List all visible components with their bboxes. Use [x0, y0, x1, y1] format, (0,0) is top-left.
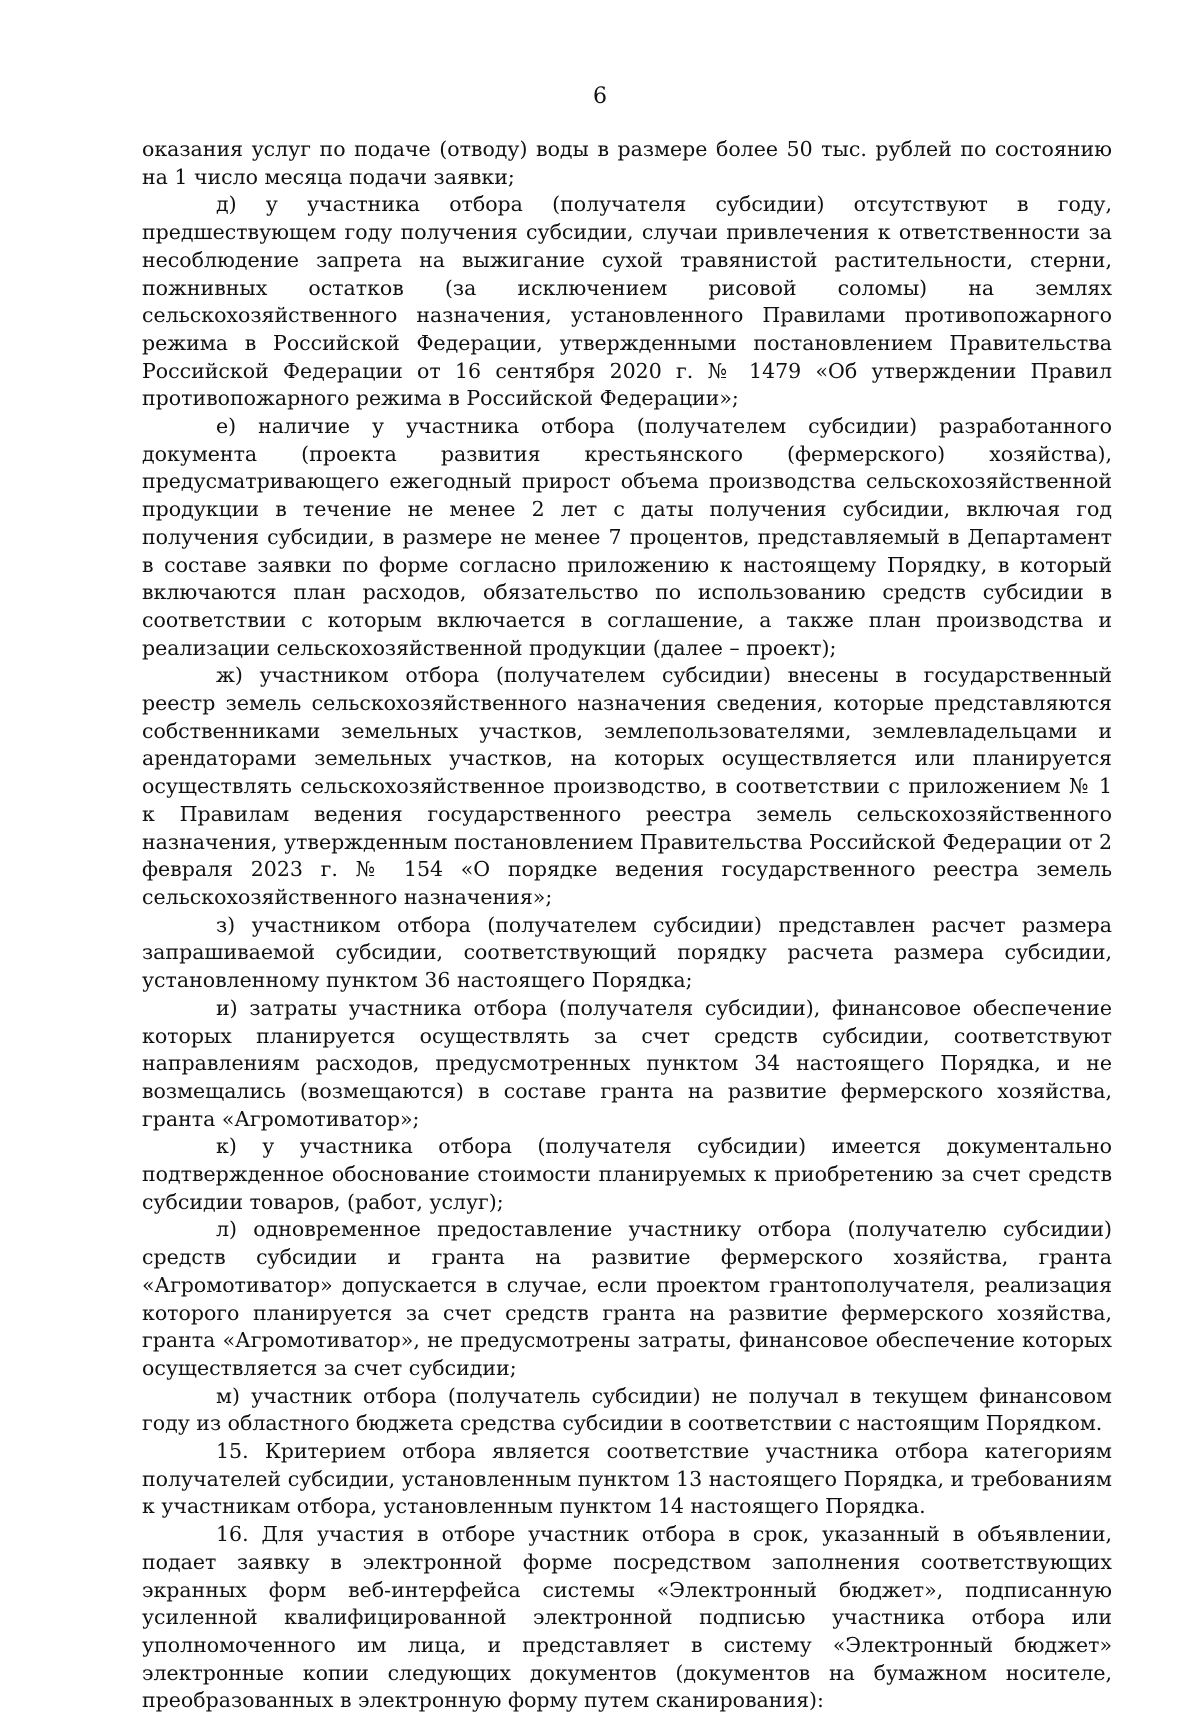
- paragraph-continuation: оказания услуг по подаче (отводу) воды в размере более 50 тыс. рублей по состоянию на 1 число месяца подачи заявки;: [142, 137, 1112, 189]
- paragraph-item-l: л) одновременное предоставление участнику отбора (получателю субсидии) средств субсидии и гранта на развитие фермерского хозяйства, гранта «Агромотиватор» допускается в случае, если проектом грантополучателя, реализация которого планируется за счет средств гранта на развитие фермерского хозяйства, гранта «Агромотиватор», не предусмотрены затраты, финансовое обеспечение которых осуществляется за счет субсидии;: [142, 1217, 1112, 1380]
- paragraph-item-k: к) у участника отбора (получателя субсидии) имеется документально подтвержденное обоснование стоимости планируемых к приобретению за счет средств субсидии товаров, (работ, услуг);: [142, 1134, 1112, 1214]
- paragraph-clause-15: 15. Критерием отбора является соответствие участника отбора категориям получателей субсидии, установленным пунктом 13 настоящего Порядка, и требованиям к участникам отбора, установленным пунктом 14 настоящего Порядка.: [142, 1439, 1112, 1519]
- paragraph-item-zh: ж) участником отбора (получателем субсидии) внесены в государственный реестр земель сельскохозяйственного назначения сведения, которые представляются собственниками земельных участков, землепользователями, землевладельцами и арендаторами земельных участков, на которых осуществляется или планируется осуществлять сельскохозяйственное производство, в соответствии с приложением № 1 к Правилам ведения государственного реестра земель сельскохозяйственного назначения, утвержденным постановлением Правительства Российской Федерации от 2 февраля 2023 г. № 154 «О порядке ведения государственного реестра земель сельскохозяйственного назначения»;: [142, 663, 1112, 909]
- paragraph-item-e: е) наличие у участника отбора (получателем субсидии) разработанного документа (проекта развития крестьянского (фермерского) хозяйства), предусматривающего ежегодный прирост объема производства сельскохозяйственной продукции в течение не менее 2 лет с даты получения субсидии, включая год получения субсидии, в размере не менее 7 процентов, представляемый в Департамент в составе заявки по форме согласно приложению к настоящему Порядку, в который включаются план расходов, обязательство по использованию средств субсидии в соответствии с которым включается в соглашение, а также план производства и реализации сельскохозяйственной продукции (далее – проект);: [142, 414, 1112, 660]
- paragraph-clause-16: 16. Для участия в отборе участник отбора в срок, указанный в объявлении, подает заявку в электронной форме посредством заполнения соответствующих экранных форм веб-интерфейса системы «Электронный бюджет», подписанную усиленной квалифицированной электронной подписью участника отбора или уполномоченного им лица, и представляет в систему «Электронный бюджет» электронные копии следующих документов (документов на бумажном носителе, преобразованных в электронную форму путем сканирования):: [142, 1522, 1112, 1713]
- paragraph-item-m: м) участник отбора (получатель субсидии) не получал в текущем финансовом году из областного бюджета средства субсидии в соответствии с настоящим Порядком.: [142, 1383, 1112, 1436]
- paragraph-item-z: з) участником отбора (получателем субсидии) представлен расчет размера запрашиваемой субсидии, соответствующий порядку расчета размера субсидии, установленному пунктом 36 настоящего Порядка;: [142, 912, 1112, 993]
- paragraph-item-d: д) у участника отбора (получателя субсидии) отсутствуют в году, предшествующем году получения субсидии, случаи привлечения к ответственности за несоблюдение запрета на выжигание сухой травянистой растительности, стерни, пожнивных остатков (за исключением рисовой соломы) на землях сельскохозяйственного назначения, установленного Правилами противопожарного режима в Российской Федерации, утвержденными постановлением Правительства Российской Федерации от 16 сентября 2020 г. № 1479 «Об утверждении Правил противопожарного режима в Российской Федерации»;: [142, 192, 1112, 411]
- paragraph-item-i: и) затраты участника отбора (получателя субсидии), финансовое обеспечение которых планируется осуществлять за счет средств субсидии, соответствуют направлениям расходов, предусмотренных пунктом 34 настоящего Порядка, и не возмещались (возмещаются) в составе гранта на развитие фермерского хозяйства, гранта «Агромотиватор»;: [142, 995, 1112, 1131]
- document-body: [142, 136, 1112, 1715]
- page-number: 6: [593, 84, 607, 109]
